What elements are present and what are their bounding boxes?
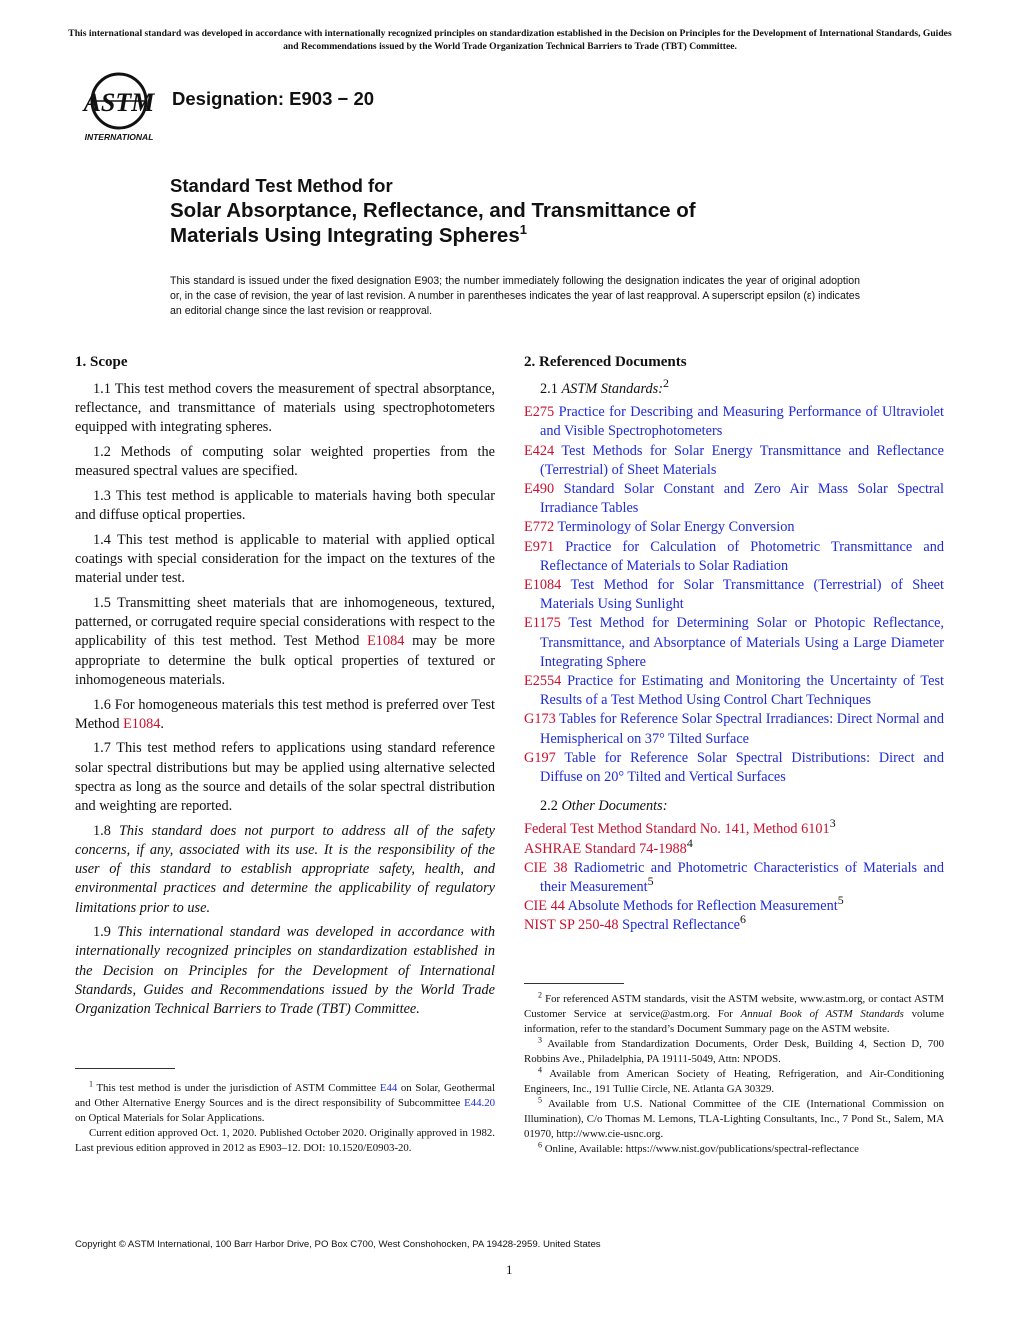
footnote-6: $^6$ Online, Available: https://www.nist.gov/publications/spectral-reflectance [538,1140,859,1155]
footnote-1: $^1$ This test method is under the jurisdiction of ASTM Committee E44 on Solar, Geothermal and Other Alternative Energy Sources and is the direct responsibility of Subcommittee E44.20 on Optical Materials for Solar Applications. [75,1079,495,1124]
reference-title[interactable]: Radiometric and Photometric Characteristics of Materials and their Measurement [540,859,944,896]
title-line-1: Solar Absorptance, Reflectance, and Transmittance of [170,199,696,222]
reference-item [524,403,944,441]
e44-link[interactable]: E44 [379,1082,398,1094]
title-line-2: Materials Using Integrating Spheres$^1$ [170,222,527,247]
e44-20-link[interactable]: E44.20 [464,1097,495,1109]
referenced-documents-section [524,352,944,936]
astm-logo [78,70,160,144]
reference-title[interactable]: Tables for Reference Solar Spectral Irradiances: Direct Normal and Hemispherical on 37° Tilted Surface [540,711,944,747]
reference-code-link[interactable]: E1084 [524,577,562,594]
footnotes-left [75,1081,495,1156]
reference-title[interactable]: Test Methods for Solar Energy Transmittance and Reflectance (Terrestrial) of Sheet Materials [540,442,944,478]
e1084-link[interactable]: E1084 [123,715,161,732]
reference-code-link[interactable]: CIE 44 [524,898,565,915]
reference-title[interactable]: Spectral Reflectance [622,917,741,934]
astm-standards-label: 2.1 ASTM Standards:$^2$ [540,376,669,397]
reference-code-link[interactable]: E1175 [524,615,561,632]
reference-item [524,912,944,935]
reference-title[interactable]: Test Method for Determining Solar or Photopic Reflectance, Transmittance, and Absorptance of Materials Using a Large Diameter Integrating Sphere [540,615,944,670]
reference-title[interactable]: Terminology of Solar Energy Conversion [557,519,795,536]
reference-code-link[interactable]: Federal Test Method Standard No. 141, Method 6101 [524,821,830,838]
reference-item [524,480,944,518]
reference-title[interactable]: Absolute Methods for Reflection Measurement [567,898,838,915]
copyright: Copyright © ASTM International, 100 Barr Harbor Drive, PO Box C700, West Conshohocken, PA 19428-2959. United States [75,1239,601,1250]
footnote-3: $^3$ Available from Standardization Documents, Order Desk, Building 4, Section D, 700 Robbins Ave., Philadelphia, PA 19111-5049, Attn: NPODS. [524,1035,944,1065]
footnotes-right [524,992,944,1157]
issued-statement: This standard is issued under the fixed designation E903; the number immediately following the designation indicates the year of original adoption or, in the case of revision, the year of last revision. A number in parentheses indicates the year of last reapproval. A superscript epsilon (ε) indicates an editorial change since the last revision or reapproval. [170,275,860,317]
scope-section [75,352,495,1025]
reference-code-link[interactable]: E971 [524,538,555,555]
scope-1-3: 1.3 This test method is applicable to materials having both specular and diffuse optical properties. [75,488,495,524]
footnote-edition: Current edition approved Oct. 1, 2020. Published October 2020. Originally approved in 1982. Last previous edition approved in 2012 as E903–12. DOI: 10.1520/E0903-20. [75,1127,495,1154]
scope-1-8: 1.8 This standard does not purport to address all of the safety concerns, if any, associated with its use. It is the responsibility of the user of this standard to establish appropriate safety, health, and environmental practices and determine the applicability of regulatory limitations prior to use. [75,822,495,916]
reference-code-link[interactable]: E424 [524,442,555,459]
reference-item [524,859,944,897]
footnote-4: $^4$ Available from American Society of Heating, Refrigeration, and Air-Conditioning Engineers, Inc., 191 Tullie Circle, NE. Atlanta GA 30329. [524,1065,944,1095]
reference-item [524,538,944,576]
reference-item [524,835,944,859]
reference-code-link[interactable]: CIE 38 [524,859,568,876]
reference-item [524,442,944,480]
tbt-notice: This international standard was developed in accordance with internationally recognized principles on standardization established in the Decision on Principles for the Development of International Standards, Guides and Recommendations issued by the World Trade Organization Technical Barriers to Trade (TBT) Committee. [68,28,952,52]
reference-item [524,576,944,614]
footnote-2: $^2$ For referenced ASTM standards, visit the ASTM website, www.astm.org, or contact ASTM Customer Service at service@astm.org. For Annual Book of ASTM Standards volume information, refer to the standard’s Document Summary page on the ASTM website. [524,990,944,1035]
reference-item [524,893,944,916]
svg-text:INTERNATIONAL: INTERNATIONAL [84,132,154,142]
footnote-divider [75,1068,175,1069]
scope-heading: 1. Scope [75,354,128,370]
reference-item [524,672,944,710]
reference-code-link[interactable]: G197 [524,749,556,766]
reference-footnote-mark: 6 [740,912,746,927]
reference-item [524,614,944,672]
scope-1-5: 1.5 Transmitting sheet materials that are inhomogeneous, textured, patterned, or corrugated require special considerations with respect to the applicability of this test method. Test Method E1084 may be more appropriate to determine the bulk optical properties of textured or inhomogeneous materials. [75,595,495,688]
scope-1-1: 1.1 This test method covers the measurement of spectral absorptance, reflectance, and transmittance of materials using spectrophotometers equipped with integrating spheres. [75,381,495,436]
reference-code-link[interactable]: E772 [524,519,555,536]
title-footnote-mark[interactable]: 1 [519,222,527,238]
reference-title[interactable]: Practice for Calculation of Photometric Transmittance and Reflectance of Materials to Solar Radiation [540,538,944,574]
page-number: 1 [506,1262,513,1277]
reference-footnote-mark: 5 [647,874,654,889]
reference-code-link[interactable]: NIST SP 250-48 [524,917,619,934]
reference-title[interactable]: Standard Solar Constant and Zero Air Mass Solar Spectral Irradiance Tables [540,481,944,517]
scope-1-7: 1.7 This test method refers to applications using standard reference solar spectral distributions but may be applied using alternative selected spectra as long as the source and details of the solar spectral distribution and weighting are reported. [75,740,495,815]
scope-1-4: 1.4 This test method is applicable to material with applied optical coatings with special consideration for the impact on the textures of the material under test. [75,531,495,587]
refdocs-heading: 2. Referenced Documents [524,354,687,370]
reference-item [524,518,944,537]
footnote-divider [524,983,624,984]
reference-title[interactable]: Test Method for Solar Transmittance (Terrestrial) of Sheet Materials Using Sunlight [540,577,944,613]
reference-item [524,710,944,748]
designation: Designation: E903 − 20 [172,88,375,109]
reference-title[interactable]: Practice for Estimating and Monitoring the Uncertainty of Test Results of a Test Method Using Control Chart Techniques [540,673,944,709]
reference-footnote-mark: 5 [837,893,844,908]
reference-code-link[interactable]: E490 [524,481,555,498]
reference-title[interactable]: Table for Reference Solar Spectral Distributions: Direct and Diffuse on 20° Tilted and Vertical Surfaces [540,749,944,786]
astm-standards-list [524,403,944,787]
reference-code-link[interactable]: G173 [524,711,556,728]
reference-code-link[interactable]: E2554 [524,673,562,690]
svg-text:ASTM: ASTM [83,88,155,117]
e1084-link[interactable]: E1084 [367,633,405,650]
astm-logo-icon [78,70,160,144]
reference-item [524,816,944,839]
scope-1-9: 1.9 This international standard was developed in accordance with internationally recognized principles on standardization established in the Decision on Principles for the Development of International Standards, Guides and Recommendations issued by the World Trade Organization Technical Barriers to Trade (TBT) Committee. [75,924,495,1018]
reference-item [524,749,944,787]
scope-1-2: 1.2 Methods of computing solar weighted properties from the measured spectral values are specified. [75,444,495,480]
reference-title[interactable]: Practice for Describing and Measuring Performance of Ultraviolet and Visible Spectrophotometers [540,404,944,440]
other-documents-list [524,816,944,935]
reference-code-link[interactable]: E275 [524,404,555,421]
reference-footnote-mark: 4 [686,835,693,850]
reference-footnote-mark: 3 [829,816,836,831]
other-documents-label: 2.2 Other Documents: [540,798,668,815]
document-title [170,174,930,248]
footnote-5: $^5$ Available from U.S. National Committee of the CIE (International Commission on Illumination), C/o Thomas M. Lemons, TLA-Lighting Consultants, Inc., 7 Pond St., Salem, MA 01970, http://www.cie-usnc.org. [524,1095,944,1140]
reference-code-link[interactable]: ASHRAE Standard 74-1988 [524,840,687,857]
scope-1-6: 1.6 For homogeneous materials this test method is preferred over Test Method E1084. [75,696,495,732]
title-prefix: Standard Test Method for [170,175,393,196]
